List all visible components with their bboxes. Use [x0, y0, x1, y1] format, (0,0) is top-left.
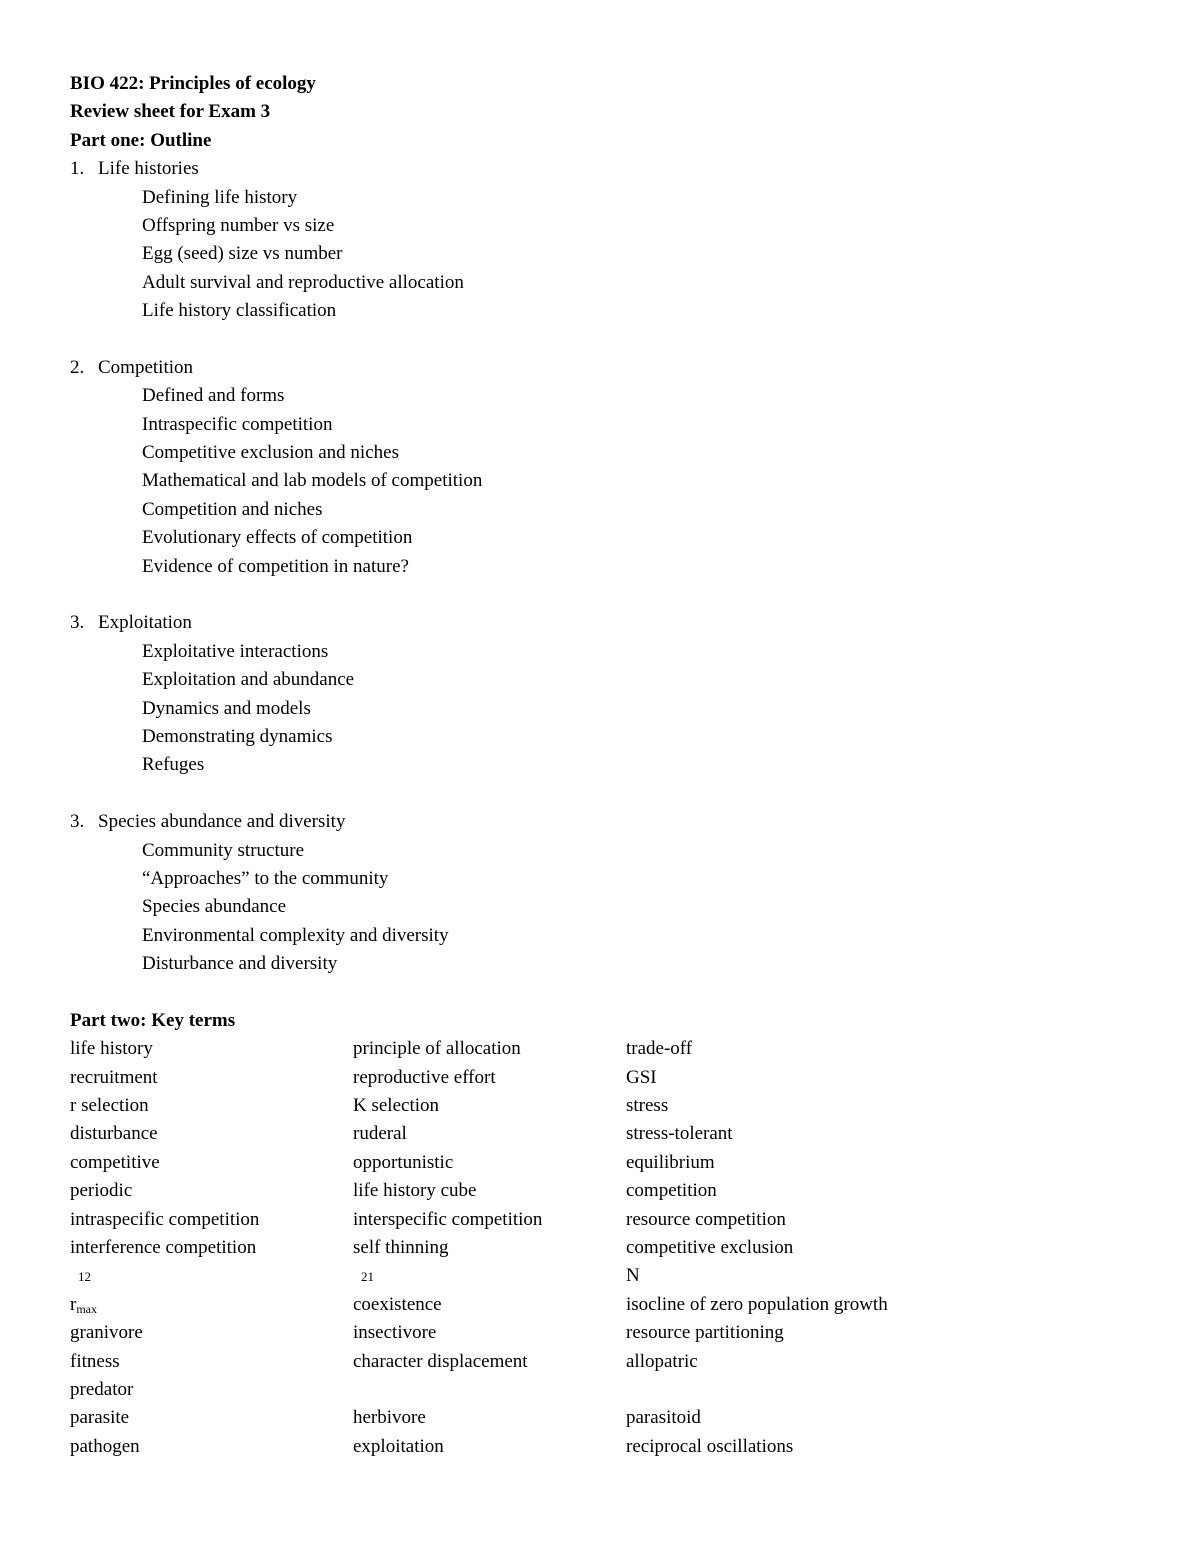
term-cell: r selection: [70, 1095, 149, 1117]
section-title-text: Species abundance and diversity: [98, 811, 346, 833]
rmax-subscript: max: [76, 1301, 97, 1316]
section-number: 2.: [70, 356, 85, 378]
term-cell: predator: [70, 1378, 134, 1400]
terms-row: [70, 1092, 1130, 1120]
outline-section-title: [70, 354, 1130, 382]
key-terms-table: [70, 1035, 1130, 1461]
terms-row: [70, 1291, 1130, 1319]
term-cell: [626, 1376, 1026, 1404]
term-cell: interference competition: [70, 1237, 257, 1259]
terms-row: [70, 1376, 1130, 1404]
term-cell: stress: [626, 1095, 669, 1117]
outline-item: Intraspecific competition: [142, 413, 333, 435]
terms-row: [70, 1234, 1130, 1262]
term-cell: [70, 1291, 353, 1319]
term-cell: opportunistic: [353, 1151, 454, 1173]
term-cell: reciprocal oscillations: [626, 1435, 794, 1457]
term-cell: equilibrium: [626, 1151, 715, 1173]
outline-item: Defining life history: [142, 186, 298, 208]
terms-row: [70, 1348, 1130, 1376]
term-cell: GSI: [626, 1066, 657, 1088]
term-cell: fitness: [70, 1350, 120, 1372]
term-cell: pathogen: [70, 1435, 140, 1457]
term-cell: character displacement: [353, 1350, 528, 1372]
term-cell: granivore: [70, 1322, 143, 1344]
term-cell: [353, 1376, 626, 1404]
outline-item: Competition and niches: [142, 498, 323, 520]
terms-row: [70, 1177, 1130, 1205]
term-cell: K selection: [353, 1095, 440, 1117]
terms-row: [70, 1064, 1130, 1092]
outline-item: Adult survival and reproductive allocation: [142, 271, 464, 293]
section-number: 1.: [70, 158, 85, 180]
outline-section-title: [70, 609, 1130, 637]
term-cell: exploitation: [353, 1435, 444, 1457]
term-cell: competitive exclusion: [626, 1237, 794, 1259]
outline-item: Disturbance and diversity: [142, 953, 338, 975]
term-cell: intraspecific competition: [70, 1208, 260, 1230]
section-number: 3.: [70, 811, 85, 833]
spacer: [70, 780, 1130, 808]
term-cell: life history cube: [353, 1180, 477, 1202]
part-two-heading: Part two: Key terms: [70, 1009, 236, 1031]
term-cell: parasitoid: [626, 1407, 701, 1429]
outline-item: Refuges: [142, 754, 205, 776]
outline: [70, 155, 1130, 1007]
term-cell: resource competition: [626, 1208, 786, 1230]
section-title-text: Competition: [98, 356, 193, 378]
outline-item: Community structure: [142, 839, 305, 861]
term-cell: herbivore: [353, 1407, 426, 1429]
term-cell: parasite: [70, 1407, 130, 1429]
course-title: BIO 422: Principles of ecology: [70, 73, 316, 94]
term-cell: competitive: [70, 1151, 160, 1173]
term-subscript-text: 12: [78, 1269, 91, 1285]
outline-item: Evolutionary effects of competition: [142, 527, 413, 549]
term-cell: ruderal: [353, 1123, 407, 1145]
terms-row: [70, 1262, 1130, 1290]
outline-item: Mathematical and lab models of competition: [142, 470, 483, 492]
term-cell: resource partitioning: [626, 1322, 784, 1344]
outline-item: Demonstrating dynamics: [142, 725, 333, 747]
outline-item: “Approaches” to the community: [142, 867, 389, 889]
term-text: r: [70, 1293, 77, 1315]
section-title-text: Life histories: [98, 158, 199, 180]
terms-row: [70, 1035, 1130, 1063]
terms-row: [70, 1404, 1130, 1432]
outline-item: Exploitation and abundance: [142, 669, 355, 691]
review-sheet-page: [70, 70, 1130, 1461]
outline-section-title: [70, 808, 1130, 836]
outline-item: Egg (seed) size vs number: [142, 243, 343, 265]
term-cell: trade-off: [626, 1038, 693, 1060]
term-cell: [70, 1262, 353, 1290]
outline-item: Environmental complexity and diversity: [142, 924, 449, 946]
terms-row: [70, 1149, 1130, 1177]
outline-section-title: [70, 155, 1130, 183]
term-subscript-text: 21: [361, 1269, 374, 1285]
section-title-text: Exploitation: [98, 612, 192, 634]
outline-item: Offspring number vs size: [142, 214, 335, 236]
part-one-heading: Part one: Outline: [70, 129, 212, 151]
term-cell: competition: [626, 1180, 717, 1202]
term-cell: isocline of zero population growth: [626, 1293, 888, 1315]
term-cell: stress-tolerant: [626, 1123, 733, 1145]
spacer: [70, 581, 1130, 609]
term-cell: periodic: [70, 1180, 133, 1202]
outline-item: Species abundance: [142, 896, 287, 918]
terms-row: [70, 1433, 1130, 1461]
term-cell: principle of allocation: [353, 1038, 521, 1060]
terms-row: [70, 1120, 1130, 1148]
term-cell: allopatric: [626, 1350, 698, 1372]
term-cell: interspecific competition: [353, 1208, 543, 1230]
term-cell: reproductive effort: [353, 1066, 496, 1088]
terms-row: [70, 1319, 1130, 1347]
outline-item: Evidence of competition in nature?: [142, 555, 409, 577]
section-number: 3.: [70, 612, 85, 634]
outline-item: Dynamics and models: [142, 697, 311, 719]
spacer: [70, 979, 1130, 1007]
terms-row: [70, 1206, 1130, 1234]
outline-item: Exploitative interactions: [142, 640, 329, 662]
sheet-title: Review sheet for Exam 3: [70, 101, 271, 123]
term-cell: insectivore: [353, 1322, 437, 1344]
spacer: [70, 326, 1130, 354]
term-cell: coexistence: [353, 1293, 442, 1315]
outline-item: Life history classification: [142, 300, 337, 322]
term-cell: recruitment: [70, 1066, 158, 1088]
outline-item: Competitive exclusion and niches: [142, 442, 399, 464]
term-cell: self thinning: [353, 1237, 449, 1259]
term-cell: [353, 1262, 626, 1290]
term-cell: N: [626, 1265, 640, 1287]
outline-item: Defined and forms: [142, 385, 285, 407]
term-cell: life history: [70, 1038, 153, 1060]
term-cell: disturbance: [70, 1123, 158, 1145]
